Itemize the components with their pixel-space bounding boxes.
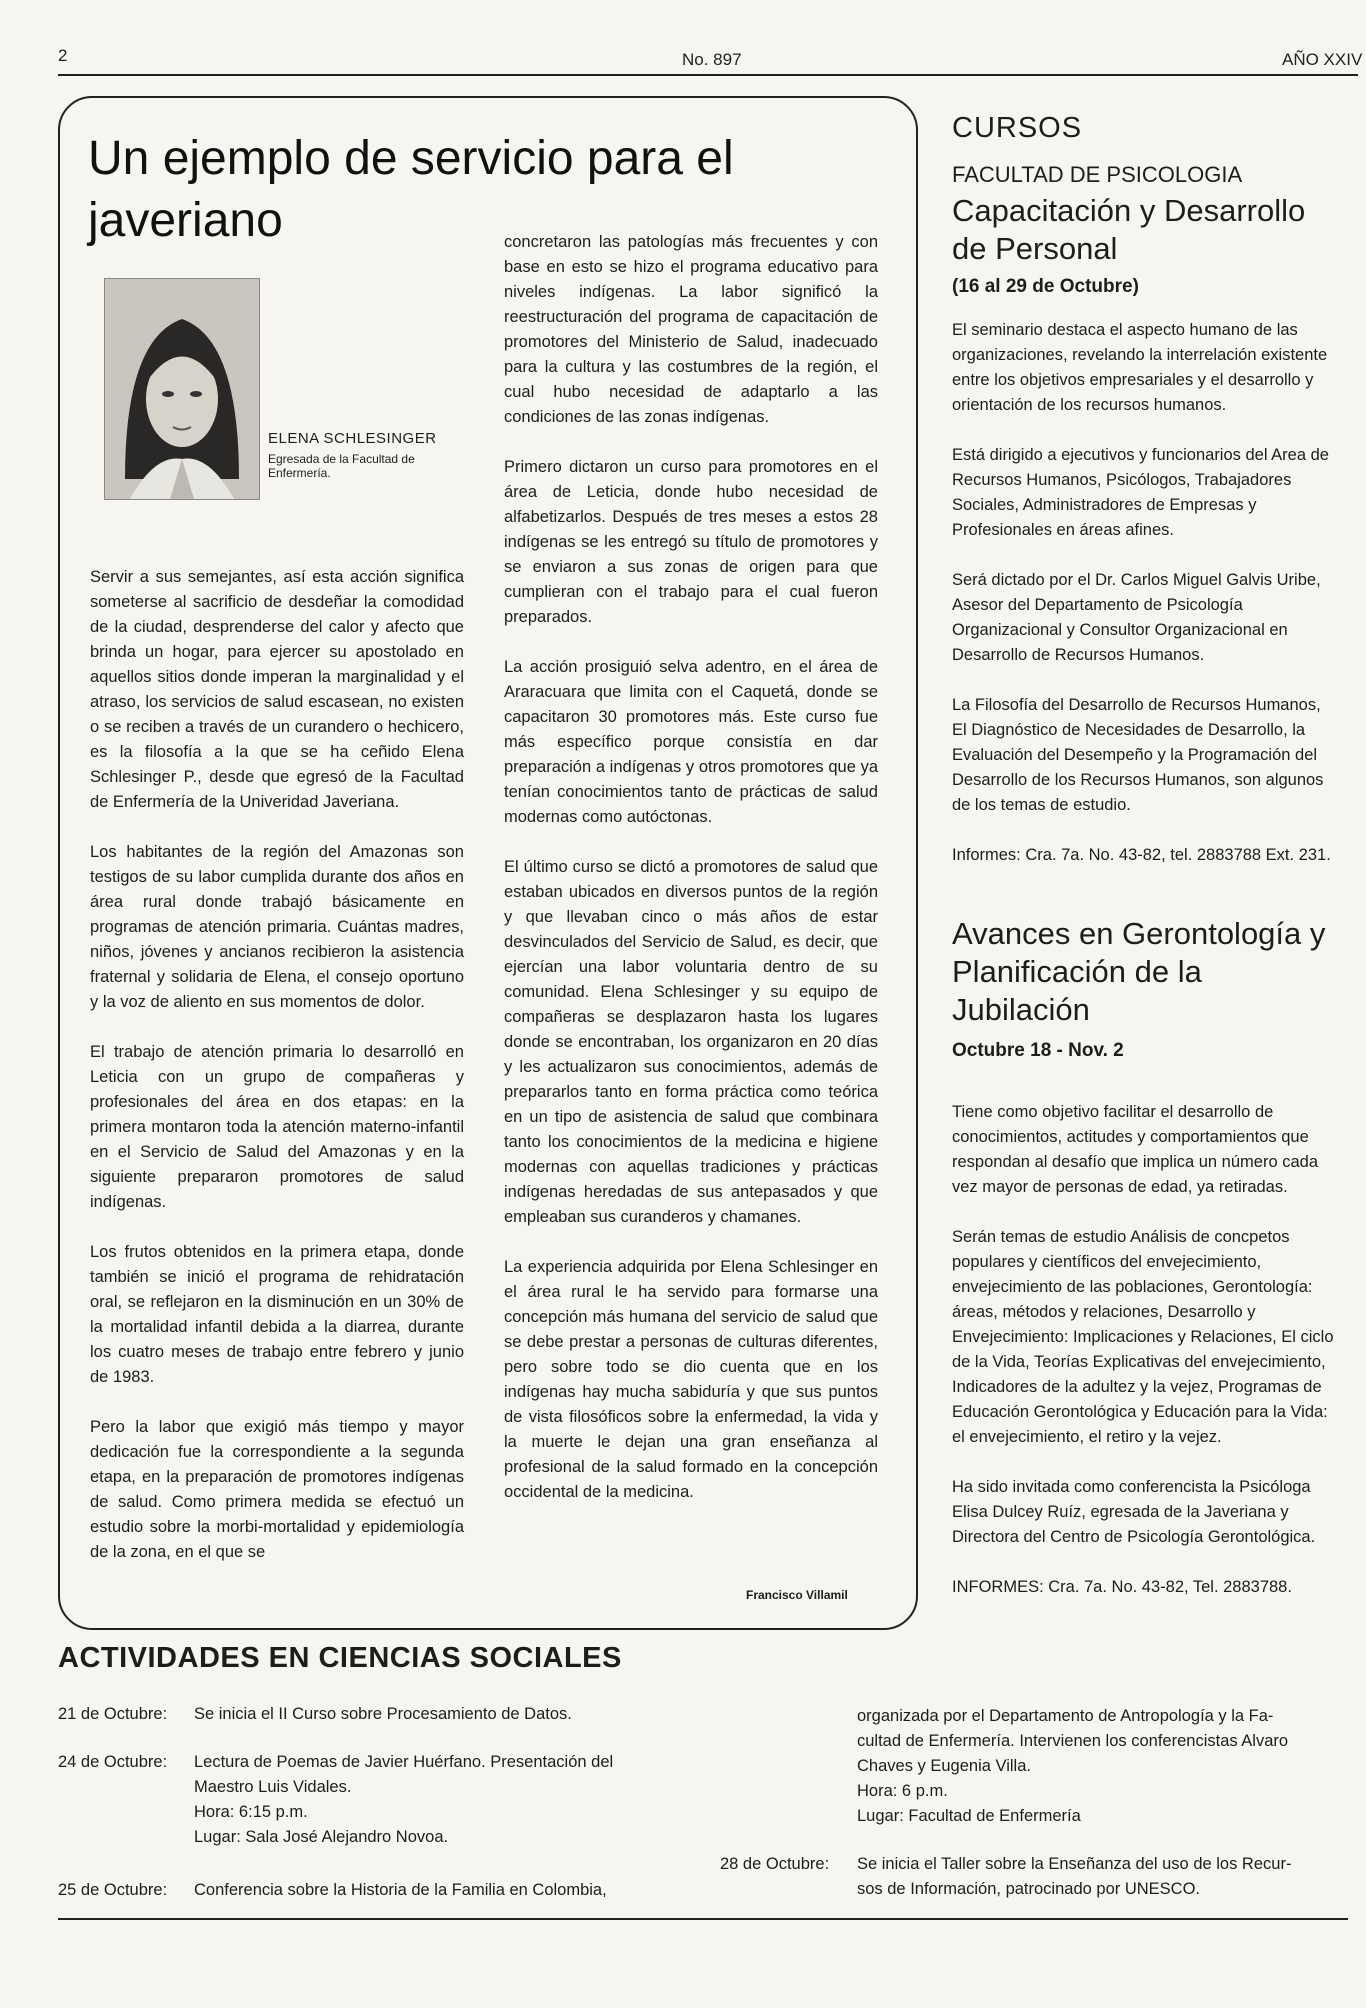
event-text: Hora: 6 p.m. [857,1782,948,1800]
paragraph: Los habitantes de la región del Amazonas son testigos de su labor cumplida durante dos años en área rural donde trabajó básicamente en programas de atención primaria. Cuántas madres, niños, jóvenes y ancianos recibieron la asistencia fraternal y solidaria de Elena, el consejo oportuno y la voz de aliento en sus momentos de dolor. [90,843,464,1011]
paragraph: Los frutos obtenidos en la primera etapa, donde también se inició el programa de rehidratación oral, se reflejaron en la disminución en un 30% de la mortalidad infantil debida a la diarrea, durante los cuatro meses de trabajo entre febrero y junio de 1983. [90,1243,464,1386]
event-text: Lugar: Sala José Alejandro Novoa. [194,1828,449,1846]
course2-title: Avances en Gerontología y Planificación de la Jubilación [952,916,1326,1027]
course2-date: Octubre 18 - Nov. 2 [952,1040,1124,1061]
volume-year: AÑO XXIV [1282,50,1363,69]
event-text: Se inicia el Taller sobre la Enseñanza del uso de los Recur- [857,1855,1292,1873]
event-text: Se inicia el II Curso sobre Procesamiento de Datos. [194,1705,572,1723]
event-text: Maestro Luis Vidales. [194,1778,352,1796]
footer-rule [58,1918,1348,1920]
course1-title: Capacitación y Desarrollo de Personal [952,193,1306,266]
paragraph: Servir a sus semejantes, así esta acción significa someterse al sacrificio de desdeñar la comodidad de la ciudad, desprenderse del calor y afecto que brinda un hogar, para ejercer su apostolado en aquellos sitios donde imperan la marginalidad y el atraso, los servicios de salud escasean, no existen o se reciben a través de un curandero o hechicero, es la filosofía a la que se ha ceñido Elena Schlesinger P., desde que egresó de la Facultad de Enfermería de la Univeridad Javeriana. [90,568,464,811]
portrait-photo [104,278,260,500]
event-text: sos de Información, patrocinado por UNESCO. [857,1880,1200,1898]
event-date: 28 de Octubre: [720,1855,830,1873]
event-text: Lectura de Poemas de Javier Huérfano. Presentación del [194,1753,614,1771]
event-text: Chaves y Eugenia Villa. [857,1757,1031,1775]
author-signature: Francisco Villamil [746,1588,848,1602]
faculty-name: FACULTAD DE PSICOLOGIA [952,162,1243,187]
paragraph: Será dictado por el Dr. Carlos Miguel Galvis Uribe, Asesor del Departamento de Psicología Organizacional y Consultor Organizacional en Desarrollo de Recursos Humanos. [952,571,1321,664]
paragraph: Ha sido invitada como conferencista la Psicóloga Elisa Dulcey Ruíz, egresada de la Javeriana y Directora del Centro de Psicología Gerontológica. [952,1478,1316,1546]
paragraph: Pero la labor que exigió más tiempo y mayor dedicación fue la correspondiente a la segunda etapa, en la preparación de promotores indígenas de salud. Como primera medida se efectuó un estudio sobre la morbi-mortalidad y epidemiología de la zona, en el que se [90,1418,464,1561]
paragraph: Primero dictaron un curso para promotores en el área de Leticia, donde hubo necesidad de alfabetizarlos. Después de tres meses a estos 28 indígenas se les entregó su título de promotores y se enviaron a sus zonas de origen para que cumplieran con el trabajo para el cual fueron preparados. [504,458,878,626]
course1-text [952,318,1336,893]
paragraph: El último curso se dictó a promotores de salud que estaban ubicados en diversos puntos de la región y que llevaban cinco o más años de estar desvinculados del Servicio de Salud, es decir, que ejercían una labor voluntaria dentro de su comunidad. Elena Schlesinger y su equipo de compañeras se desplazaron hasta los lugares donde se encontraban, los organizaron en 20 días y les actualizaron sus conocimientos, además de prepararlos tanto en forma práctica como teórica en un tipo de asistencia de salud que combinara tanto los conocimientos de la medicina e higiene modernas con aquellas tradiciones y prácticas indígenas heredadas de sus antepasados y que empleaban sus curanderos y chamanes. [504,858,878,1226]
course1-date: (16 al 29 de Octubre) [952,276,1139,297]
paragraph: La Filosofía del Desarrollo de Recursos Humanos, El Diagnóstico de Necesidades de Desarrollo, la Evaluación del Desempeño y la Programación del Desarrollo de los Recursos Humanos, son algunos de los temas de estudio. [952,696,1324,814]
paragraph: INFORMES: Cra. 7a. No. 43-82, Tel. 2883788. [952,1578,1292,1596]
header-rule [58,74,1358,76]
paragraph: Tiene como objetivo facilitar el desarrollo de conocimientos, actitudes y comportamientos que respondan al desafío que implica un número cada vez mayor de personas de edad, ya retiradas. [952,1103,1318,1196]
event-text: cultad de Enfermería. Intervienen los conferencistas Alvaro [857,1732,1289,1750]
paragraph: Serán temas de estudio Análisis de concpetos populares y científicos del envejecimiento, envejecimiento de las poblaciones, Gerontología: áreas, métodos y relaciones, Desarrollo y Envejecimiento: Implicaciones y Relaciones, El ciclo de la Vida, Teorías Explicativas del envejecimiento, Indicadores de la adultez y la vejez, Programas de Educación Gerontológica y Educación para la Vida: el envejecimiento, el retiro y la vejez. [952,1228,1334,1446]
article-column-2 [504,230,878,1530]
paragraph: El trabajo de atención primaria lo desarrolló en Leticia con un grupo de compañeras y profesionales del área en dos etapas: en la primera montaron toda la atención materno-infantil en el Servicio de Salud del Amazonas y en la siguiente prepararon promotores de salud indígenas. [90,1043,464,1211]
article-title: Un ejemplo de servicio para el javeriano [88,132,734,247]
paragraph: Está dirigido a ejecutivos y funcionarios del Area de Recursos Humanos, Psicólogos, Trabajadores Sociales, Administradores de Empresas y Profesionales en áreas afines. [952,446,1329,539]
actividades-heading: ACTIVIDADES EN CIENCIAS SOCIALES [58,1642,622,1674]
course2-text [952,1100,1336,1625]
event-text: Lugar: Facultad de Enfermería [857,1807,1081,1825]
event-date: 21 de Octubre: [58,1705,168,1723]
paragraph: concretaron las patologías más frecuentes y con base en esto se hizo el programa educativo para niveles indígenas. La labor significó la reestructuración del programa de capacitación de promotores del Ministerio de Salud, inadecuado para la cultura y las costumbres de la región, el cual hubo necesidad de adaptarlo a las condiciones de las zonas indígenas. [504,233,878,426]
paragraph: El seminario destaca el aspecto humano de las organizaciones, revelando la interrelación existente entre los objetivos empresariales y el desarrollo y orientación de los recursos humanos. [952,321,1328,414]
issue-number: No. 897 [682,50,742,69]
event-text: Conferencia sobre la Historia de la Familia en Colombia, [194,1881,607,1899]
event-text: organizada por el Departamento de Antropología y la Fa- [857,1707,1274,1725]
photo-caption: Egresada de la Facultad de Enfermería. [268,452,415,480]
page-number: 2 [58,46,68,65]
article-column-1 [90,565,464,1590]
event-date: 25 de Octubre: [58,1881,168,1899]
paragraph: Informes: Cra. 7a. No. 43-82, tel. 2883788 Ext. 231. [952,846,1331,864]
event-text: Hora: 6:15 p.m. [194,1803,308,1821]
event-date: 24 de Octubre: [58,1753,168,1771]
photo-name: ELENA SCHLESINGER [268,430,437,447]
paragraph: La acción prosiguió selva adentro, en el área de Araracuara que limita con el Caquetá, donde se capacitaron 30 promotores más. Este curso fue más específico porque consistía en dar preparación a indígenas y otros promotores que ya tenían conocimientos tanto de prácticas de salud modernas como autóctonas. [504,658,878,826]
paragraph: La experiencia adquirida por Elena Schlesinger en el área rural le ha servido para formarse una concepción más humana del servicio de salud que se debe prestar a personas de culturas diferentes, pero sobre todo se dio cuenta que en los indígenas hay mucha sabiduría y que sus puntos de vista filosóficos sobre la enfermedad, la vida y la muerte le dejan una gran enseñanza al profesional de la salud formado en la concepción occidental de la medicina. [504,1258,878,1501]
cursos-heading: CURSOS [952,112,1083,144]
